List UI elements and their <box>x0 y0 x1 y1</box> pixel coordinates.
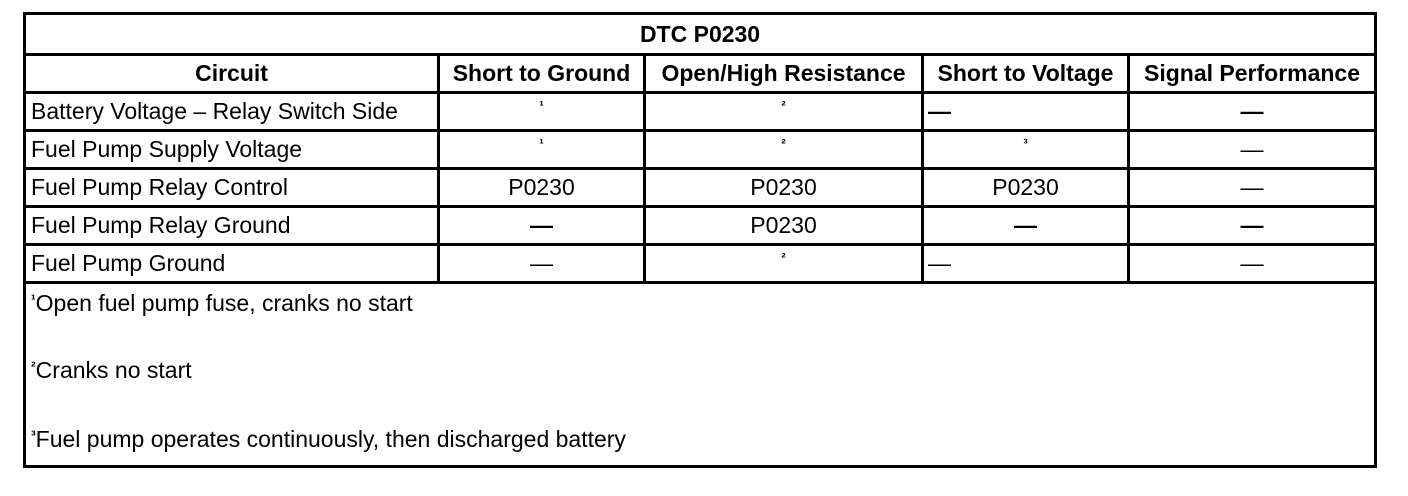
footnote-ref: ¹ <box>539 135 544 151</box>
footnote-3 <box>31 428 1374 451</box>
signal-performance-cell <box>1129 169 1376 207</box>
dash: — <box>1240 174 1264 200</box>
footnotes <box>25 283 1376 467</box>
dash: — <box>1240 212 1264 238</box>
header-open-high-resistance: Open/High Resistance <box>645 55 923 93</box>
short-to-voltage-cell <box>923 245 1129 283</box>
dash: — <box>928 98 951 124</box>
footnote-ref: ² <box>781 97 786 113</box>
table-row <box>25 93 1376 131</box>
dash: — <box>928 250 951 276</box>
notes-row <box>25 283 1376 467</box>
table-row <box>25 169 1376 207</box>
short-to-voltage-cell <box>923 131 1129 169</box>
footnote-marker: ³ <box>31 427 36 443</box>
short-to-voltage-cell <box>923 207 1129 245</box>
dash: — <box>530 250 553 276</box>
header-circuit: Circuit <box>25 55 439 93</box>
footnote-1 <box>31 292 1374 315</box>
dash: — <box>1240 136 1264 162</box>
table-row <box>25 245 1376 283</box>
signal-performance-cell <box>1129 93 1376 131</box>
header-short-to-voltage: Short to Voltage <box>923 55 1129 93</box>
footnote-ref: ³ <box>1023 135 1028 151</box>
dash: — <box>1240 250 1264 276</box>
footnote-marker: ² <box>31 358 36 374</box>
open-high-resistance-cell <box>645 245 923 283</box>
open-high-resistance-cell: P0230 <box>645 169 923 207</box>
short-to-ground-cell: P0230 <box>439 169 645 207</box>
footnote-text: Open fuel pump fuse, cranks no start <box>35 290 413 316</box>
circuit-name: Fuel Pump Relay Ground <box>25 207 439 245</box>
short-to-voltage-cell <box>923 93 1129 131</box>
short-to-ground-cell <box>439 131 645 169</box>
table-row <box>25 207 1376 245</box>
dtc-table <box>23 12 1377 468</box>
short-to-ground-cell <box>439 93 645 131</box>
short-to-voltage-cell: P0230 <box>923 169 1129 207</box>
dash: — <box>530 212 553 238</box>
open-high-resistance-cell: P0230 <box>645 207 923 245</box>
open-high-resistance-cell <box>645 131 923 169</box>
circuit-name: Battery Voltage – Relay Switch Side <box>25 93 439 131</box>
header-signal-performance: Signal Performance <box>1129 55 1376 93</box>
circuit-name: Fuel Pump Supply Voltage <box>25 131 439 169</box>
footnote-text: Fuel pump operates continuously, then discharged battery <box>35 426 626 452</box>
signal-performance-cell <box>1129 245 1376 283</box>
header-short-to-ground: Short to Ground <box>439 55 645 93</box>
footnote-2 <box>31 359 1374 382</box>
short-to-ground-cell <box>439 207 645 245</box>
table-row <box>25 131 1376 169</box>
signal-performance-cell <box>1129 131 1376 169</box>
open-high-resistance-cell <box>645 93 923 131</box>
title-row <box>25 14 1376 55</box>
footnote-ref: ² <box>781 135 786 151</box>
short-to-ground-cell <box>439 245 645 283</box>
table-title: DTC P0230 <box>25 14 1376 55</box>
footnote-marker: ¹ <box>31 291 36 307</box>
header-row <box>25 55 1376 93</box>
footnote-ref: ² <box>781 249 786 265</box>
circuit-name: Fuel Pump Ground <box>25 245 439 283</box>
dash: — <box>1014 212 1037 238</box>
signal-performance-cell <box>1129 207 1376 245</box>
footnote-ref: ¹ <box>539 97 544 113</box>
circuit-name: Fuel Pump Relay Control <box>25 169 439 207</box>
footnote-text: Cranks no start <box>35 357 192 383</box>
dash: — <box>1240 98 1264 124</box>
